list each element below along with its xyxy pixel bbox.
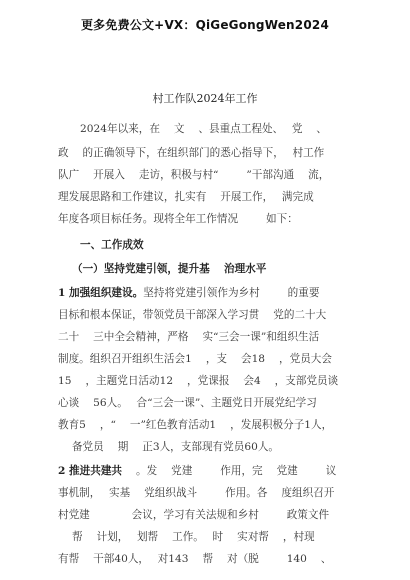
item-1-first-line	[58, 286, 358, 300]
intro-line: 队广 开展入 走访，积极与村“ ”干部沟通 流，	[58, 169, 330, 181]
item-1-lead: 1 加强组织建设。	[58, 287, 144, 299]
item-1-line: 15 ，主题党日活动12 ，党课报 会4 ，支部党员谈	[58, 375, 339, 387]
item-1-line: 心谈 56人。 合“三会一课”、主题党日开展党纪学习	[58, 397, 317, 409]
item-2-line: 事机制， 实基 党组织战斗 作用。各 度组织召开	[58, 487, 335, 499]
item-2-line: 帮 计划， 划帮 工作。 时 实对帮 ，村现	[58, 531, 315, 543]
item-1-line: 教育5 ，“ 一”红色教育活动1 ，发展积极分子1人，	[58, 419, 333, 431]
promo-banner: 更多免费公文+VX：QiGeGongWen2024	[80, 18, 329, 32]
item-1-line: 二十 三中全会精神，严格 实“三会一课”和组织生活	[58, 331, 320, 343]
item-2-line: 村党建 会议，学习有关法规和乡村 政策文件	[58, 509, 330, 521]
intro-line: 政 的正确领导下，在组织部门的悉心指导下， 村工作	[58, 147, 325, 159]
intro-line: 理发展思路和工作建议，扎实有 开展工作， 满完成	[58, 191, 314, 203]
item-2-text: 。发 党建 作用，完 党建 议	[122, 465, 337, 477]
item-1-line: 目标和根本保证，带领党员干部深入学习贯 党的二十大	[58, 309, 327, 321]
item-2-first-line	[58, 464, 358, 478]
item-1-line: 备党员 期 正3人，支部现有党员60人。	[58, 441, 280, 453]
subsection-heading: （一）坚持党建引领，提升基 治理水平	[72, 263, 267, 275]
item-1-text: 坚持将党建引领作为乡村 的重要	[143, 287, 320, 299]
item-2-lead: 2 推进共建共	[58, 465, 123, 477]
item-2-line: 有帮 干部40人， 对143 帮 对（脱 140 、	[58, 553, 332, 565]
section-heading: 一、工作成效	[80, 239, 144, 251]
item-1-line: 制度。组织召开组织生活会1 ，支 会18 ，党员大会	[58, 353, 332, 365]
intro-line: 年度各项目标任务。现将全年工作情况 如下：	[58, 213, 298, 225]
document-title: 村工作队2024年工作	[152, 92, 258, 105]
intro-line: 2024年以来，在 文 、县重点工程处、 党 、	[80, 123, 328, 135]
